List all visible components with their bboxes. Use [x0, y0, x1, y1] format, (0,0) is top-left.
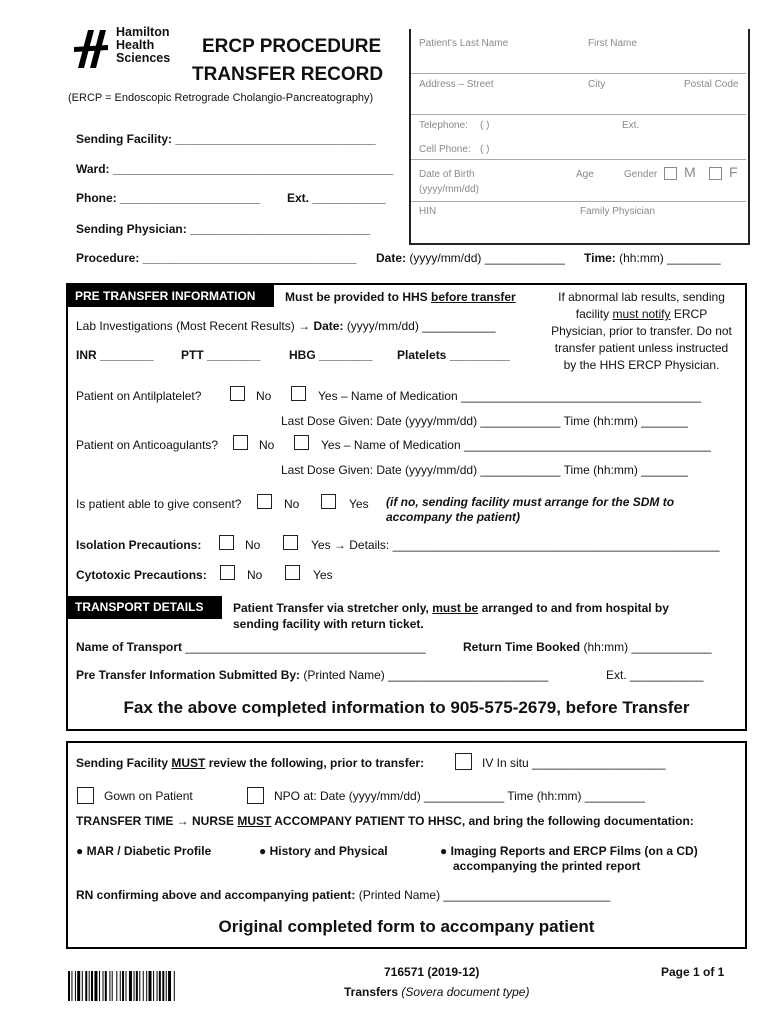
transport-must-be: must be	[432, 601, 479, 615]
logo-line-1: Hamilton	[116, 25, 170, 39]
barcode-bar	[149, 971, 152, 1001]
consent-question: Is patient able to give consent?	[76, 497, 242, 511]
page-number: Page 1 of 1	[661, 965, 725, 979]
antiplatelet-no-label: No	[256, 389, 272, 403]
original-form-note: Original completed form to accompany patient	[218, 917, 595, 936]
gender-female-checkbox[interactable]	[709, 167, 722, 180]
cell-area-code: ( )	[480, 144, 490, 155]
transport-note-prefix: Patient Transfer via stretcher only,	[233, 601, 429, 615]
patient-first-name-field[interactable]: First Name	[588, 38, 637, 49]
phone-ext-field[interactable]: Ext. ___________	[287, 191, 386, 205]
barcode-bar	[157, 971, 158, 1001]
submitted-by-field[interactable]	[76, 668, 548, 682]
transport-details-header: TRANSPORT DETAILS	[66, 596, 222, 619]
transport-note	[233, 600, 669, 632]
anticoagulant-no-checkbox[interactable]	[233, 435, 248, 450]
barcode-bar	[109, 971, 110, 1001]
doc-item-history: ● History and Physical	[259, 844, 388, 858]
anticoagulant-yes-checkbox[interactable]	[294, 435, 309, 450]
barcode-bar	[120, 971, 121, 1001]
must-notify: must notify	[612, 307, 671, 321]
abnormal-lab-note	[540, 289, 743, 374]
dob-format: (yyyy/mm/dd)	[419, 184, 479, 195]
procedure-time-field[interactable]	[584, 251, 721, 265]
review-suffix: review the following, prior to transfer:	[208, 756, 425, 770]
consent-note-2: accompany the patient)	[386, 510, 521, 524]
procedure-date-field[interactable]	[376, 251, 565, 265]
barcode-bar	[174, 971, 175, 1001]
isolation-details-field[interactable]: Yes → Details: _________________________________________________	[311, 538, 720, 552]
city-field[interactable]: City	[588, 79, 606, 90]
age-field[interactable]: Age	[576, 169, 594, 180]
form-title-line-1: ERCP PROCEDURE	[202, 36, 382, 57]
cell-phone-field[interactable]: Cell Phone:	[419, 144, 471, 155]
barcode-bar	[166, 971, 167, 1001]
name-of-transport-label: Name of Transport	[76, 640, 183, 654]
antiplatelet-medication-field[interactable]: Yes – Name of Medication ____________________________________	[318, 389, 702, 403]
gender-male-label: M	[684, 164, 696, 180]
ward-field[interactable]: Ward: __________________________________________	[76, 162, 394, 176]
cytotoxic-label: Cytotoxic Precautions:	[76, 568, 207, 582]
postal-code-field[interactable]: Postal Code	[684, 79, 739, 90]
patient-box-divider	[411, 114, 746, 115]
barcode-bar	[136, 971, 138, 1001]
pre-transfer-header: PRE TRANSFER INFORMATION	[66, 285, 274, 307]
doc-item-imaging-2: accompanying the printed report	[453, 859, 641, 873]
hhs-logo	[70, 26, 180, 72]
lab-investigations-row[interactable]	[76, 319, 496, 333]
barcode-bar	[159, 971, 161, 1001]
rn-confirming-field[interactable]	[76, 888, 610, 902]
barcode-bar	[126, 971, 127, 1001]
gender-label: Gender	[624, 169, 658, 180]
gown-label: Gown on Patient	[104, 789, 193, 803]
return-time-value: (hh:mm) ____________	[583, 640, 712, 654]
anticoagulant-medication-field[interactable]: Yes – Name of Medication _____________________________________	[321, 438, 711, 452]
iv-in-situ-field[interactable]: IV In situ ____________________	[482, 756, 666, 770]
address-field[interactable]: Address – Street	[419, 79, 494, 90]
return-time-label: Return Time Booked	[463, 640, 581, 654]
note-line-2-prefix: facility	[575, 307, 610, 321]
barcode-bar	[68, 971, 70, 1001]
consent-note-1: (if no, sending facility must arrange for the SDM to	[386, 495, 675, 509]
document-category: Transfers	[344, 985, 399, 999]
platelets-field[interactable]: Platelets _________	[397, 348, 510, 362]
note-line-5: by the HHS ERCP Physician.	[563, 358, 720, 372]
barcode-bar	[143, 971, 144, 1001]
ext-field[interactable]: Ext.	[622, 120, 640, 131]
submitted-by-value: (Printed Name) ________________________	[303, 668, 549, 682]
review-prefix: Sending Facility	[76, 756, 169, 770]
dob-field[interactable]: Date of Birth	[419, 169, 475, 180]
hin-field[interactable]: HIN	[419, 206, 437, 217]
time-label: Time:	[584, 251, 616, 265]
rn-label: RN confirming above and accompanying patient:	[76, 888, 356, 902]
antiplatelet-question: Patient on Antilplatelet?	[76, 389, 202, 403]
note-line-3: Physician, prior to transfer. Do not	[551, 324, 732, 338]
form-subtitle: (ERCP = Endoscopic Retrograde Cholangio-Pancreatography)	[68, 92, 374, 104]
return-time-field[interactable]	[463, 640, 712, 654]
patient-box-divider	[411, 201, 746, 202]
barcode-bar	[129, 971, 132, 1001]
note-line-2-suffix: ERCP	[673, 307, 708, 321]
lab-date-label: Date:	[313, 319, 344, 333]
iv-in-situ-checkbox[interactable]	[455, 753, 472, 770]
barcode-bar	[103, 971, 104, 1001]
name-of-transport-blank: ____________________________________	[185, 640, 426, 654]
transfer-time-must: MUST	[237, 814, 272, 828]
isolation-no-checkbox[interactable]	[219, 535, 234, 550]
date-value: (yyyy/mm/dd) ____________	[409, 251, 565, 265]
barcode-bar	[122, 971, 124, 1001]
cytotoxic-no-checkbox[interactable]	[220, 565, 235, 580]
pre-transfer-must-note	[285, 290, 516, 304]
barcode-bar	[77, 971, 80, 1001]
barcode-graphic	[68, 971, 216, 1001]
transport-note-2: sending facility with return ticket.	[233, 617, 424, 631]
review-must: MUST	[171, 756, 206, 770]
sending-facility-field[interactable]: Sending Facility: ______________________________	[76, 132, 376, 146]
anticoagulant-question: Patient on Anticoagulants?	[76, 438, 219, 452]
phone-field[interactable]: Phone: _____________________	[76, 191, 261, 205]
isolation-label: Isolation Precautions:	[76, 538, 202, 552]
ptt-field[interactable]: PTT ________	[181, 348, 261, 362]
lab-prefix: Lab Investigations (Most Recent Results) →	[76, 319, 311, 333]
transfer-time-prefix: TRANSFER TIME → NURSE	[76, 814, 235, 828]
barcode-bar	[99, 971, 100, 1001]
note-line-1: If abnormal lab results, sending	[558, 290, 725, 304]
patient-box-divider	[411, 73, 746, 74]
barcode-bar	[153, 971, 154, 1001]
transfer-time-suffix: ACCOMPANY PATIENT TO HHSC, and bring the following documentation:	[274, 814, 694, 828]
anticoagulant-no-label: No	[259, 438, 275, 452]
document-category-note: (Sovera document type)	[401, 985, 530, 999]
barcode-bar	[82, 971, 83, 1001]
submitted-by-ext-field[interactable]: Ext. ___________	[606, 668, 704, 682]
time-value: (hh:mm) ________	[619, 251, 721, 265]
transfer-time-instruction	[76, 814, 694, 828]
gown-checkbox[interactable]	[77, 787, 94, 804]
anticoagulant-last-dose-field[interactable]: Last Dose Given: Date (yyyy/mm/dd) ____________ Time (hh:mm) _______	[281, 463, 688, 477]
npo-checkbox[interactable]	[247, 787, 264, 804]
review-instruction	[76, 756, 424, 770]
consent-no-label: No	[284, 497, 300, 511]
submitted-by-label: Pre Transfer Information Submitted By:	[76, 668, 301, 682]
isolation-yes-checkbox[interactable]	[283, 535, 298, 550]
antiplatelet-no-checkbox[interactable]	[230, 386, 245, 401]
barcode-bar	[112, 971, 113, 1001]
lab-date-value: (yyyy/mm/dd) ___________	[346, 319, 496, 333]
form-title-line-2: TRANSFER RECORD	[192, 64, 384, 85]
cytotoxic-yes-label: Yes	[313, 568, 333, 582]
barcode-bar	[85, 971, 87, 1001]
gender-male-checkbox[interactable]	[664, 167, 677, 180]
barcode-bar	[146, 971, 147, 1001]
barcode-bar	[89, 971, 90, 1001]
antiplatelet-last-dose-field[interactable]: Last Dose Given: Date (yyyy/mm/dd) ____________ Time (hh:mm) _______	[281, 414, 688, 428]
barcode	[68, 971, 216, 1001]
gender-female-label: F	[729, 164, 738, 180]
barcode-bar	[139, 971, 140, 1001]
must-prefix: Must be provided to HHS	[285, 290, 428, 304]
doc-item-imaging-1: ● Imaging Reports and ERCP Films (on a CD)	[440, 844, 698, 858]
rn-value: (Printed Name) _________________________	[358, 888, 611, 902]
consent-yes-checkbox[interactable]	[321, 494, 336, 509]
family-physician-field[interactable]: Family Physician	[580, 206, 656, 217]
name-of-transport-field[interactable]	[76, 640, 426, 654]
barcode-bar	[134, 971, 135, 1001]
barcode-bar	[94, 971, 97, 1001]
npo-field[interactable]: NPO at: Date (yyyy/mm/dd) ____________ Time (hh:mm) _________	[274, 789, 645, 803]
cytotoxic-no-label: No	[247, 568, 263, 582]
isolation-no-label: No	[245, 538, 261, 552]
before-transfer: before transfer	[431, 290, 516, 304]
doc-item-mar: ● MAR / Diabetic Profile	[76, 844, 212, 858]
form-number: 716571 (2019-12)	[384, 965, 480, 979]
consent-no-checkbox[interactable]	[257, 494, 272, 509]
date-label: Date:	[376, 251, 407, 265]
barcode-bar	[75, 971, 76, 1001]
consent-yes-label: Yes	[349, 497, 369, 511]
document-type	[344, 985, 529, 999]
barcode-bar	[162, 971, 164, 1001]
hbg-field[interactable]: HBG ________	[289, 348, 373, 362]
logo-line-3: Sciences	[116, 51, 171, 65]
transport-note-suffix: arranged to and from hospital by	[481, 601, 669, 615]
antiplatelet-yes-checkbox[interactable]	[291, 386, 306, 401]
barcode-bar	[91, 971, 93, 1001]
note-line-4: transfer patient unless instructed	[554, 341, 729, 355]
barcode-bar	[71, 971, 72, 1001]
sending-physician-field[interactable]: Sending Physician: ___________________________	[76, 222, 371, 236]
barcode-bar	[168, 971, 171, 1001]
barcode-bar	[105, 971, 107, 1001]
barcode-bar	[116, 971, 117, 1001]
patient-last-name-field[interactable]: Patient's Last Name	[419, 38, 509, 49]
fax-instruction: Fax the above completed information to 905-575-2679, before Transfer	[123, 698, 690, 717]
logo-line-2: Health	[116, 38, 155, 52]
consent-note	[386, 495, 674, 525]
procedure-field[interactable]: Procedure: ________________________________	[76, 251, 357, 265]
doc-item-imaging	[440, 844, 698, 874]
telephone-field[interactable]: Telephone:	[419, 120, 468, 131]
hhs-logo-mark	[70, 28, 110, 70]
patient-box-divider	[411, 159, 746, 160]
cytotoxic-yes-checkbox[interactable]	[285, 565, 300, 580]
inr-field[interactable]: INR ________	[76, 348, 154, 362]
telephone-area-code: ( )	[480, 120, 490, 131]
